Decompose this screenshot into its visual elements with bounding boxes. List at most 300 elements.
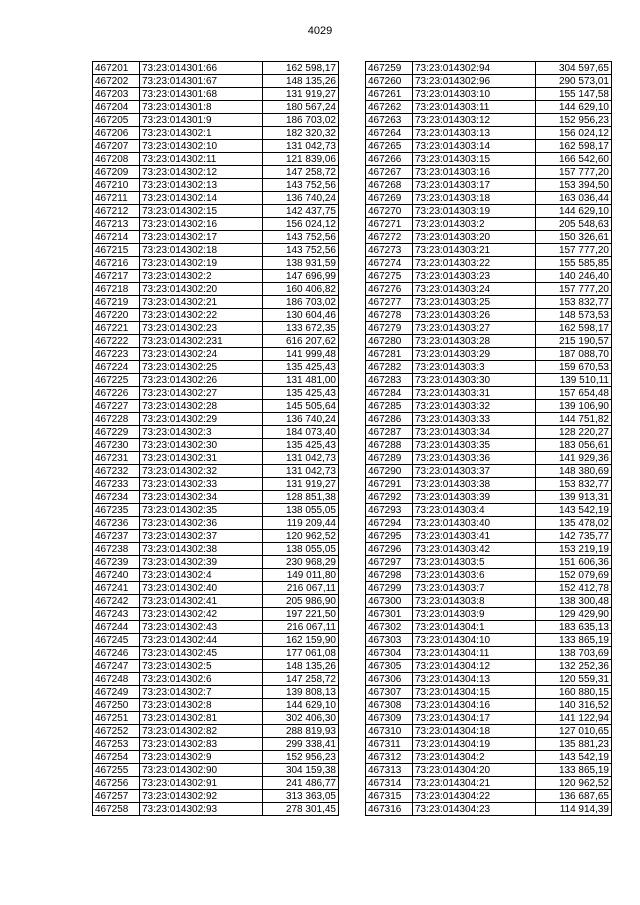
- record-number-cell: 467231: [93, 452, 140, 465]
- record-number-cell: 467315: [366, 790, 413, 803]
- value-cell: 148 380,69: [536, 465, 612, 478]
- value-cell: 157 777,20: [536, 244, 612, 257]
- cadastral-number-cell: 73:23:014302:21: [140, 296, 263, 309]
- cadastral-number-cell: 73:23:014301:9: [140, 114, 263, 127]
- record-number-cell: 467206: [93, 127, 140, 140]
- cadastral-number-cell: 73:23:014302:1: [140, 127, 263, 140]
- value-cell: 133 865,19: [536, 634, 612, 647]
- cadastral-number-cell: 73:23:014302:27: [140, 387, 263, 400]
- table-row: [93, 75, 339, 88]
- cadastral-number-cell: 73:23:014302:39: [140, 556, 263, 569]
- record-number-cell: 467259: [366, 62, 413, 75]
- value-cell: 150 326,61: [536, 231, 612, 244]
- record-number-cell: 467204: [93, 101, 140, 114]
- cadastral-number-cell: 73:23:014302:37: [140, 530, 263, 543]
- table-row: [366, 595, 612, 608]
- cadastral-number-cell: 73:23:014303:28: [413, 335, 536, 348]
- record-number-cell: 467218: [93, 283, 140, 296]
- value-cell: 215 190,57: [536, 335, 612, 348]
- table-row: [93, 530, 339, 543]
- value-cell: 138 055,05: [263, 543, 339, 556]
- table-row: [93, 751, 339, 764]
- cadastral-number-cell: 73:23:014303:7: [413, 582, 536, 595]
- value-cell: 127 010,65: [536, 725, 612, 738]
- record-number-cell: 467209: [93, 166, 140, 179]
- record-number-cell: 467250: [93, 699, 140, 712]
- value-cell: 120 962,52: [263, 530, 339, 543]
- cadastral-number-cell: 73:23:014303:41: [413, 530, 536, 543]
- value-cell: 139 913,31: [536, 491, 612, 504]
- record-number-cell: 467217: [93, 270, 140, 283]
- value-cell: 144 629,10: [536, 101, 612, 114]
- record-number-cell: 467302: [366, 621, 413, 634]
- cadastral-number-cell: 73:23:014302:45: [140, 647, 263, 660]
- record-number-cell: 467266: [366, 153, 413, 166]
- record-number-cell: 467278: [366, 309, 413, 322]
- record-number-cell: 467216: [93, 257, 140, 270]
- cadastral-number-cell: 73:23:014302:93: [140, 803, 263, 816]
- cadastral-number-cell: 73:23:014303:5: [413, 556, 536, 569]
- record-number-cell: 467201: [93, 62, 140, 75]
- cadastral-number-cell: 73:23:014303:21: [413, 244, 536, 257]
- record-number-cell: 467275: [366, 270, 413, 283]
- record-number-cell: 467291: [366, 478, 413, 491]
- cadastral-number-cell: 73:23:014303:4: [413, 504, 536, 517]
- cadastral-number-cell: 73:23:014302:91: [140, 777, 263, 790]
- record-number-cell: 467301: [366, 608, 413, 621]
- table-row: [93, 296, 339, 309]
- cadastral-number-cell: 73:23:014303:30: [413, 374, 536, 387]
- table-row: [93, 309, 339, 322]
- record-number-cell: 467232: [93, 465, 140, 478]
- cadastral-number-cell: 73:23:014303:23: [413, 270, 536, 283]
- value-cell: 241 486,77: [263, 777, 339, 790]
- value-cell: 205 986,90: [263, 595, 339, 608]
- record-number-cell: 467299: [366, 582, 413, 595]
- cadastral-number-cell: 73:23:014302:5: [140, 660, 263, 673]
- record-number-cell: 467281: [366, 348, 413, 361]
- cadastral-number-cell: 73:23:014303:18: [413, 192, 536, 205]
- table-row: [93, 712, 339, 725]
- table-row: [366, 426, 612, 439]
- cadastral-number-cell: 73:23:014303:32: [413, 400, 536, 413]
- value-cell: 143 752,56: [263, 244, 339, 257]
- table-row: [366, 283, 612, 296]
- value-cell: 131 042,73: [263, 140, 339, 153]
- cadastral-number-cell: 73:23:014302:11: [140, 153, 263, 166]
- record-number-cell: 467308: [366, 699, 413, 712]
- cadastral-number-cell: 73:23:014301:68: [140, 88, 263, 101]
- value-cell: 205 548,63: [536, 218, 612, 231]
- cadastral-number-cell: 73:23:014302:6: [140, 673, 263, 686]
- value-cell: 166 542,60: [536, 153, 612, 166]
- cadastral-number-cell: 73:23:014303:26: [413, 309, 536, 322]
- record-number-cell: 467312: [366, 751, 413, 764]
- table-row: [366, 621, 612, 634]
- value-cell: 186 703,02: [263, 296, 339, 309]
- cadastral-number-cell: 73:23:014303:36: [413, 452, 536, 465]
- record-number-cell: 467239: [93, 556, 140, 569]
- table-row: [366, 634, 612, 647]
- value-cell: 147 258,72: [263, 166, 339, 179]
- table-row: [366, 75, 612, 88]
- record-number-cell: 467225: [93, 374, 140, 387]
- value-cell: 159 670,53: [536, 361, 612, 374]
- table-row: [93, 478, 339, 491]
- value-cell: 131 042,73: [263, 452, 339, 465]
- value-cell: 230 968,29: [263, 556, 339, 569]
- value-cell: 216 067,11: [263, 582, 339, 595]
- value-cell: 156 024,12: [536, 127, 612, 140]
- value-cell: 131 042,73: [263, 465, 339, 478]
- left-register-table: [92, 61, 339, 816]
- value-cell: 157 777,20: [536, 166, 612, 179]
- record-number-cell: 467258: [93, 803, 140, 816]
- value-cell: 148 135,26: [263, 660, 339, 673]
- cadastral-number-cell: 73:23:014304:20: [413, 764, 536, 777]
- record-number-cell: 467241: [93, 582, 140, 595]
- cadastral-number-cell: 73:23:014303:14: [413, 140, 536, 153]
- cadastral-number-cell: 73:23:014302:18: [140, 244, 263, 257]
- cadastral-number-cell: 73:23:014302:231: [140, 335, 263, 348]
- page-number: 4029: [307, 25, 333, 37]
- table-row: [366, 530, 612, 543]
- table-row: [93, 543, 339, 556]
- table-row: [93, 738, 339, 751]
- cadastral-number-cell: 73:23:014304:19: [413, 738, 536, 751]
- record-number-cell: 467229: [93, 426, 140, 439]
- table-row: [366, 543, 612, 556]
- cadastral-number-cell: 73:23:014304:23: [413, 803, 536, 816]
- value-cell: 183 635,13: [536, 621, 612, 634]
- cadastral-number-cell: 73:23:014302:82: [140, 725, 263, 738]
- cadastral-number-cell: 73:23:014302:19: [140, 257, 263, 270]
- table-row: [93, 348, 339, 361]
- cadastral-number-cell: 73:23:014303:29: [413, 348, 536, 361]
- table-row: [366, 725, 612, 738]
- value-cell: 144 629,10: [536, 205, 612, 218]
- table-row: [366, 62, 612, 75]
- table-row: [366, 166, 612, 179]
- record-number-cell: 467268: [366, 179, 413, 192]
- table-row: [93, 595, 339, 608]
- record-number-cell: 467257: [93, 790, 140, 803]
- record-number-cell: 467298: [366, 569, 413, 582]
- value-cell: 142 735,77: [536, 530, 612, 543]
- value-cell: 180 567,24: [263, 101, 339, 114]
- cadastral-number-cell: 73:23:014303:9: [413, 608, 536, 621]
- record-number-cell: 467228: [93, 413, 140, 426]
- record-number-cell: 467295: [366, 530, 413, 543]
- value-cell: 141 999,48: [263, 348, 339, 361]
- value-cell: 162 598,17: [263, 62, 339, 75]
- record-number-cell: 467260: [366, 75, 413, 88]
- value-cell: 141 929,36: [536, 452, 612, 465]
- cadastral-number-cell: 73:23:014302:30: [140, 439, 263, 452]
- table-row: [93, 322, 339, 335]
- cadastral-number-cell: 73:23:014302:7: [140, 686, 263, 699]
- value-cell: 148 135,26: [263, 75, 339, 88]
- value-cell: 119 209,44: [263, 517, 339, 530]
- cadastral-number-cell: 73:23:014302:16: [140, 218, 263, 231]
- table-row: [93, 400, 339, 413]
- table-row: [93, 660, 339, 673]
- value-cell: 151 606,36: [536, 556, 612, 569]
- value-cell: 131 919,27: [263, 88, 339, 101]
- cadastral-number-cell: 73:23:014303:2: [413, 218, 536, 231]
- table-row: [93, 426, 339, 439]
- table-row: [93, 101, 339, 114]
- record-number-cell: 467213: [93, 218, 140, 231]
- value-cell: 144 629,10: [263, 699, 339, 712]
- table-row: [366, 465, 612, 478]
- cadastral-number-cell: 73:23:014302:96: [413, 75, 536, 88]
- value-cell: 143 752,56: [263, 231, 339, 244]
- cadastral-number-cell: 73:23:014303:12: [413, 114, 536, 127]
- value-cell: 120 559,31: [536, 673, 612, 686]
- cadastral-number-cell: 73:23:014304:21: [413, 777, 536, 790]
- cadastral-number-cell: 73:23:014302:25: [140, 361, 263, 374]
- cadastral-number-cell: 73:23:014303:3: [413, 361, 536, 374]
- record-number-cell: 467230: [93, 439, 140, 452]
- cadastral-number-cell: 73:23:014302:12: [140, 166, 263, 179]
- table-row: [366, 322, 612, 335]
- cadastral-number-cell: 73:23:014303:35: [413, 439, 536, 452]
- cadastral-number-cell: 73:23:014303:39: [413, 491, 536, 504]
- table-row: [93, 504, 339, 517]
- value-cell: 163 036,44: [536, 192, 612, 205]
- cadastral-number-cell: 73:23:014304:15: [413, 686, 536, 699]
- table-row: [366, 257, 612, 270]
- cadastral-number-cell: 73:23:014303:31: [413, 387, 536, 400]
- table-row: [366, 296, 612, 309]
- value-cell: 139 510,11: [536, 374, 612, 387]
- cadastral-number-cell: 73:23:014302:2: [140, 270, 263, 283]
- cadastral-number-cell: 73:23:014301:66: [140, 62, 263, 75]
- record-number-cell: 467296: [366, 543, 413, 556]
- record-number-cell: 467233: [93, 478, 140, 491]
- record-number-cell: 467271: [366, 218, 413, 231]
- cadastral-number-cell: 73:23:014304:2: [413, 751, 536, 764]
- value-cell: 304 159,38: [263, 764, 339, 777]
- cadastral-number-cell: 73:23:014302:42: [140, 608, 263, 621]
- record-number-cell: 467262: [366, 101, 413, 114]
- record-number-cell: 467245: [93, 634, 140, 647]
- cadastral-number-cell: 73:23:014302:90: [140, 764, 263, 777]
- record-number-cell: 467304: [366, 647, 413, 660]
- value-cell: 139 106,90: [536, 400, 612, 413]
- table-row: [93, 335, 339, 348]
- cadastral-number-cell: 73:23:014302:44: [140, 634, 263, 647]
- value-cell: 135 425,43: [263, 387, 339, 400]
- table-row: [93, 361, 339, 374]
- cadastral-number-cell: 73:23:014303:20: [413, 231, 536, 244]
- record-number-cell: 467227: [93, 400, 140, 413]
- record-number-cell: 467202: [93, 75, 140, 88]
- cadastral-number-cell: 73:23:014303:33: [413, 413, 536, 426]
- table-row: [93, 686, 339, 699]
- record-number-cell: 467274: [366, 257, 413, 270]
- cadastral-number-cell: 73:23:014302:35: [140, 504, 263, 517]
- record-number-cell: 467242: [93, 595, 140, 608]
- table-row: [93, 699, 339, 712]
- record-number-cell: 467210: [93, 179, 140, 192]
- value-cell: 138 931,59: [263, 257, 339, 270]
- value-cell: 288 819,93: [263, 725, 339, 738]
- value-cell: 143 542,19: [536, 504, 612, 517]
- record-number-cell: 467314: [366, 777, 413, 790]
- table-row: [93, 582, 339, 595]
- value-cell: 131 919,27: [263, 478, 339, 491]
- table-row: [93, 257, 339, 270]
- value-cell: 130 604,46: [263, 309, 339, 322]
- cadastral-number-cell: 73:23:014303:8: [413, 595, 536, 608]
- table-row: [93, 803, 339, 816]
- record-number-cell: 467311: [366, 738, 413, 751]
- table-row: [93, 192, 339, 205]
- cadastral-number-cell: 73:23:014303:13: [413, 127, 536, 140]
- table-row: [366, 335, 612, 348]
- value-cell: 184 073,40: [263, 426, 339, 439]
- cadastral-number-cell: 73:23:014302:29: [140, 413, 263, 426]
- value-cell: 145 505,64: [263, 400, 339, 413]
- table-row: [93, 140, 339, 153]
- value-cell: 148 573,53: [536, 309, 612, 322]
- record-number-cell: 467246: [93, 647, 140, 660]
- cadastral-number-cell: 73:23:014303:42: [413, 543, 536, 556]
- value-cell: 135 425,43: [263, 361, 339, 374]
- table-row: [93, 790, 339, 803]
- value-cell: 152 412,78: [536, 582, 612, 595]
- record-number-cell: 467223: [93, 348, 140, 361]
- cadastral-number-cell: 73:23:014303:15: [413, 153, 536, 166]
- cadastral-number-cell: 73:23:014302:40: [140, 582, 263, 595]
- table-row: [93, 517, 339, 530]
- record-number-cell: 467249: [93, 686, 140, 699]
- value-cell: 143 542,19: [536, 751, 612, 764]
- value-cell: 138 300,48: [536, 595, 612, 608]
- record-number-cell: 467294: [366, 517, 413, 530]
- value-cell: 302 406,30: [263, 712, 339, 725]
- table-row: [93, 283, 339, 296]
- table-row: [93, 777, 339, 790]
- record-number-cell: 467263: [366, 114, 413, 127]
- value-cell: 187 088,70: [536, 348, 612, 361]
- cadastral-number-cell: 73:23:014303:11: [413, 101, 536, 114]
- cadastral-number-cell: 73:23:014301:8: [140, 101, 263, 114]
- table-row: [93, 127, 339, 140]
- value-cell: 313 363,05: [263, 790, 339, 803]
- table-row: [366, 439, 612, 452]
- cadastral-number-cell: 73:23:014302:24: [140, 348, 263, 361]
- value-cell: 162 598,17: [536, 322, 612, 335]
- value-cell: 142 437,75: [263, 205, 339, 218]
- table-row: [93, 88, 339, 101]
- table-row: [366, 790, 612, 803]
- table-row: [366, 270, 612, 283]
- value-cell: 177 061,08: [263, 647, 339, 660]
- cadastral-number-cell: 73:23:014304:18: [413, 725, 536, 738]
- cadastral-number-cell: 73:23:014302:15: [140, 205, 263, 218]
- table-row: [366, 400, 612, 413]
- table-row: [93, 387, 339, 400]
- record-number-cell: 467273: [366, 244, 413, 257]
- record-number-cell: 467289: [366, 452, 413, 465]
- table-row: [93, 764, 339, 777]
- value-cell: 153 394,50: [536, 179, 612, 192]
- value-cell: 157 777,20: [536, 283, 612, 296]
- value-cell: 155 585,85: [536, 257, 612, 270]
- table-row: [366, 491, 612, 504]
- value-cell: 616 207,62: [263, 335, 339, 348]
- cadastral-number-cell: 73:23:014302:23: [140, 322, 263, 335]
- value-cell: 197 221,50: [263, 608, 339, 621]
- cadastral-number-cell: 73:23:014304:1: [413, 621, 536, 634]
- table-row: [366, 101, 612, 114]
- cadastral-number-cell: 73:23:014302:92: [140, 790, 263, 803]
- value-cell: 160 880,15: [536, 686, 612, 699]
- table-row: [366, 517, 612, 530]
- value-cell: 120 962,52: [536, 777, 612, 790]
- value-cell: 128 220,27: [536, 426, 612, 439]
- table-row: [366, 803, 612, 816]
- value-cell: 143 752,56: [263, 179, 339, 192]
- table-row: [93, 166, 339, 179]
- cadastral-number-cell: 73:23:014302:43: [140, 621, 263, 634]
- cadastral-number-cell: 73:23:014304:12: [413, 660, 536, 673]
- value-cell: 144 751,82: [536, 413, 612, 426]
- cadastral-number-cell: 73:23:014304:22: [413, 790, 536, 803]
- table-row: [93, 491, 339, 504]
- table-row: [366, 647, 612, 660]
- cadastral-number-cell: 73:23:014303:10: [413, 88, 536, 101]
- value-cell: 299 338,41: [263, 738, 339, 751]
- cadastral-number-cell: 73:23:014303:24: [413, 283, 536, 296]
- record-number-cell: 467237: [93, 530, 140, 543]
- value-cell: 135 881,23: [536, 738, 612, 751]
- record-number-cell: 467297: [366, 556, 413, 569]
- table-row: [366, 309, 612, 322]
- table-row: [366, 764, 612, 777]
- cadastral-number-cell: 73:23:014304:10: [413, 634, 536, 647]
- table-row: [366, 348, 612, 361]
- value-cell: 162 598,17: [536, 140, 612, 153]
- value-cell: 136 740,24: [263, 192, 339, 205]
- table-row: [366, 478, 612, 491]
- value-cell: 138 703,69: [536, 647, 612, 660]
- cadastral-number-cell: 73:23:014303:34: [413, 426, 536, 439]
- table-row: [93, 413, 339, 426]
- cadastral-number-cell: 73:23:014303:16: [413, 166, 536, 179]
- cadastral-number-cell: 73:23:014302:10: [140, 140, 263, 153]
- record-number-cell: 467272: [366, 231, 413, 244]
- value-cell: 304 597,65: [536, 62, 612, 75]
- table-row: [366, 556, 612, 569]
- record-number-cell: 467300: [366, 595, 413, 608]
- cadastral-number-cell: 73:23:014303:17: [413, 179, 536, 192]
- value-cell: 131 481,00: [263, 374, 339, 387]
- record-number-cell: 467279: [366, 322, 413, 335]
- value-cell: 149 011,80: [263, 569, 339, 582]
- cadastral-number-cell: 73:23:014303:22: [413, 257, 536, 270]
- cadastral-number-cell: 73:23:014302:28: [140, 400, 263, 413]
- table-row: [93, 231, 339, 244]
- cadastral-number-cell: 73:23:014303:19: [413, 205, 536, 218]
- table-row: [93, 114, 339, 127]
- cadastral-number-cell: 73:23:014302:3: [140, 426, 263, 439]
- record-number-cell: 467277: [366, 296, 413, 309]
- record-number-cell: 467226: [93, 387, 140, 400]
